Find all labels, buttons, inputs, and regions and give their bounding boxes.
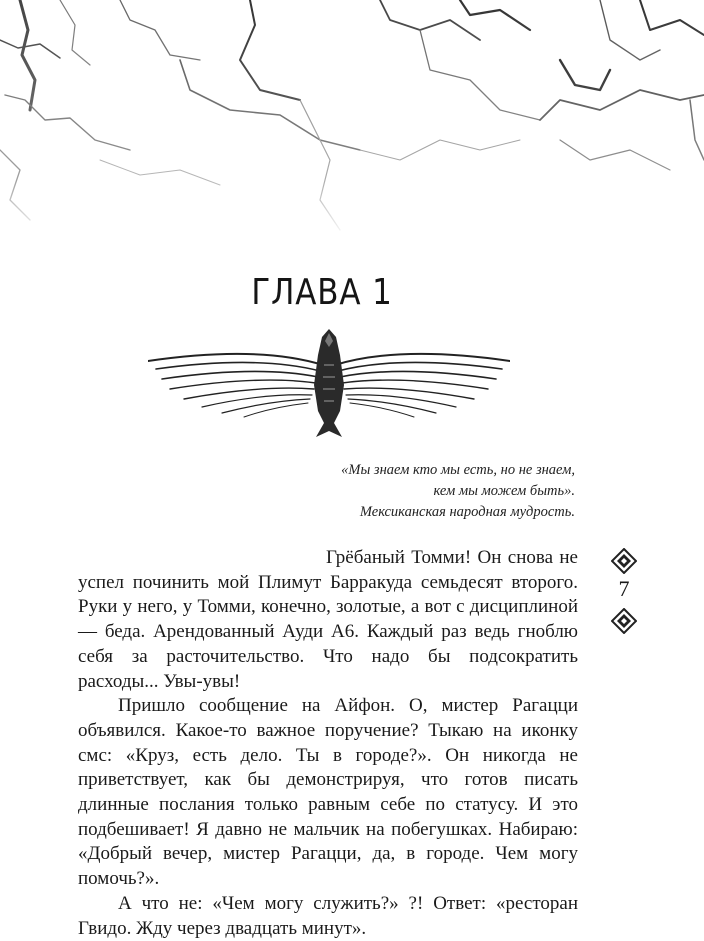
page-number-block [606, 548, 642, 634]
chapter-title: ГЛАВА 1 [251, 272, 393, 313]
page-number: 7 [618, 576, 630, 601]
eagle-illustration [148, 325, 510, 443]
epigraph [250, 460, 575, 523]
diamond-ornament-icon [611, 608, 637, 634]
chapter-body [78, 546, 578, 941]
paragraph: Пришло сообщение на Айфон. О, мистер Рагацци объявился. Какое-то важное поручение? Тыкаю на иконку смс: «Круз, есть дело. Ты в городе?». Он никогда не приветствует, как бы демонстрируя, что готов писать длинные послания только равным себе по статусу. И это подбешивает! Я давно не мальчик на побегушках. Набираю: «Добрый вечер, мистер Рагацци, да, в городе. Чем могу помочь?». [78, 695, 578, 890]
paragraph: Грёбаный Томми! Он снова не успел починить мой Плимут Барракуда семьдесят второго. Руки у него, у Томми, конечно, золотые, а вот с дисциплиной — беда. Арендованный Ауди А6. Каждый раз ведь гноблю себя за расточительство. Что надо бы подсократить расходы... Увы-увы! [78, 547, 578, 692]
marble-texture-header [0, 0, 704, 240]
epigraph-line-1: «Мы знаем кто мы есть, но не знаем, [341, 462, 575, 478]
epigraph-line-2: кем мы можем быть». [433, 483, 575, 499]
diamond-ornament-icon [611, 548, 637, 574]
paragraph: А что не: «Чем могу служить?» ?! Ответ: «ресторан Гвидо. Жду через двадцать минут». [78, 892, 578, 939]
epigraph-source: Мексиканская народная мудрость. [359, 504, 575, 520]
